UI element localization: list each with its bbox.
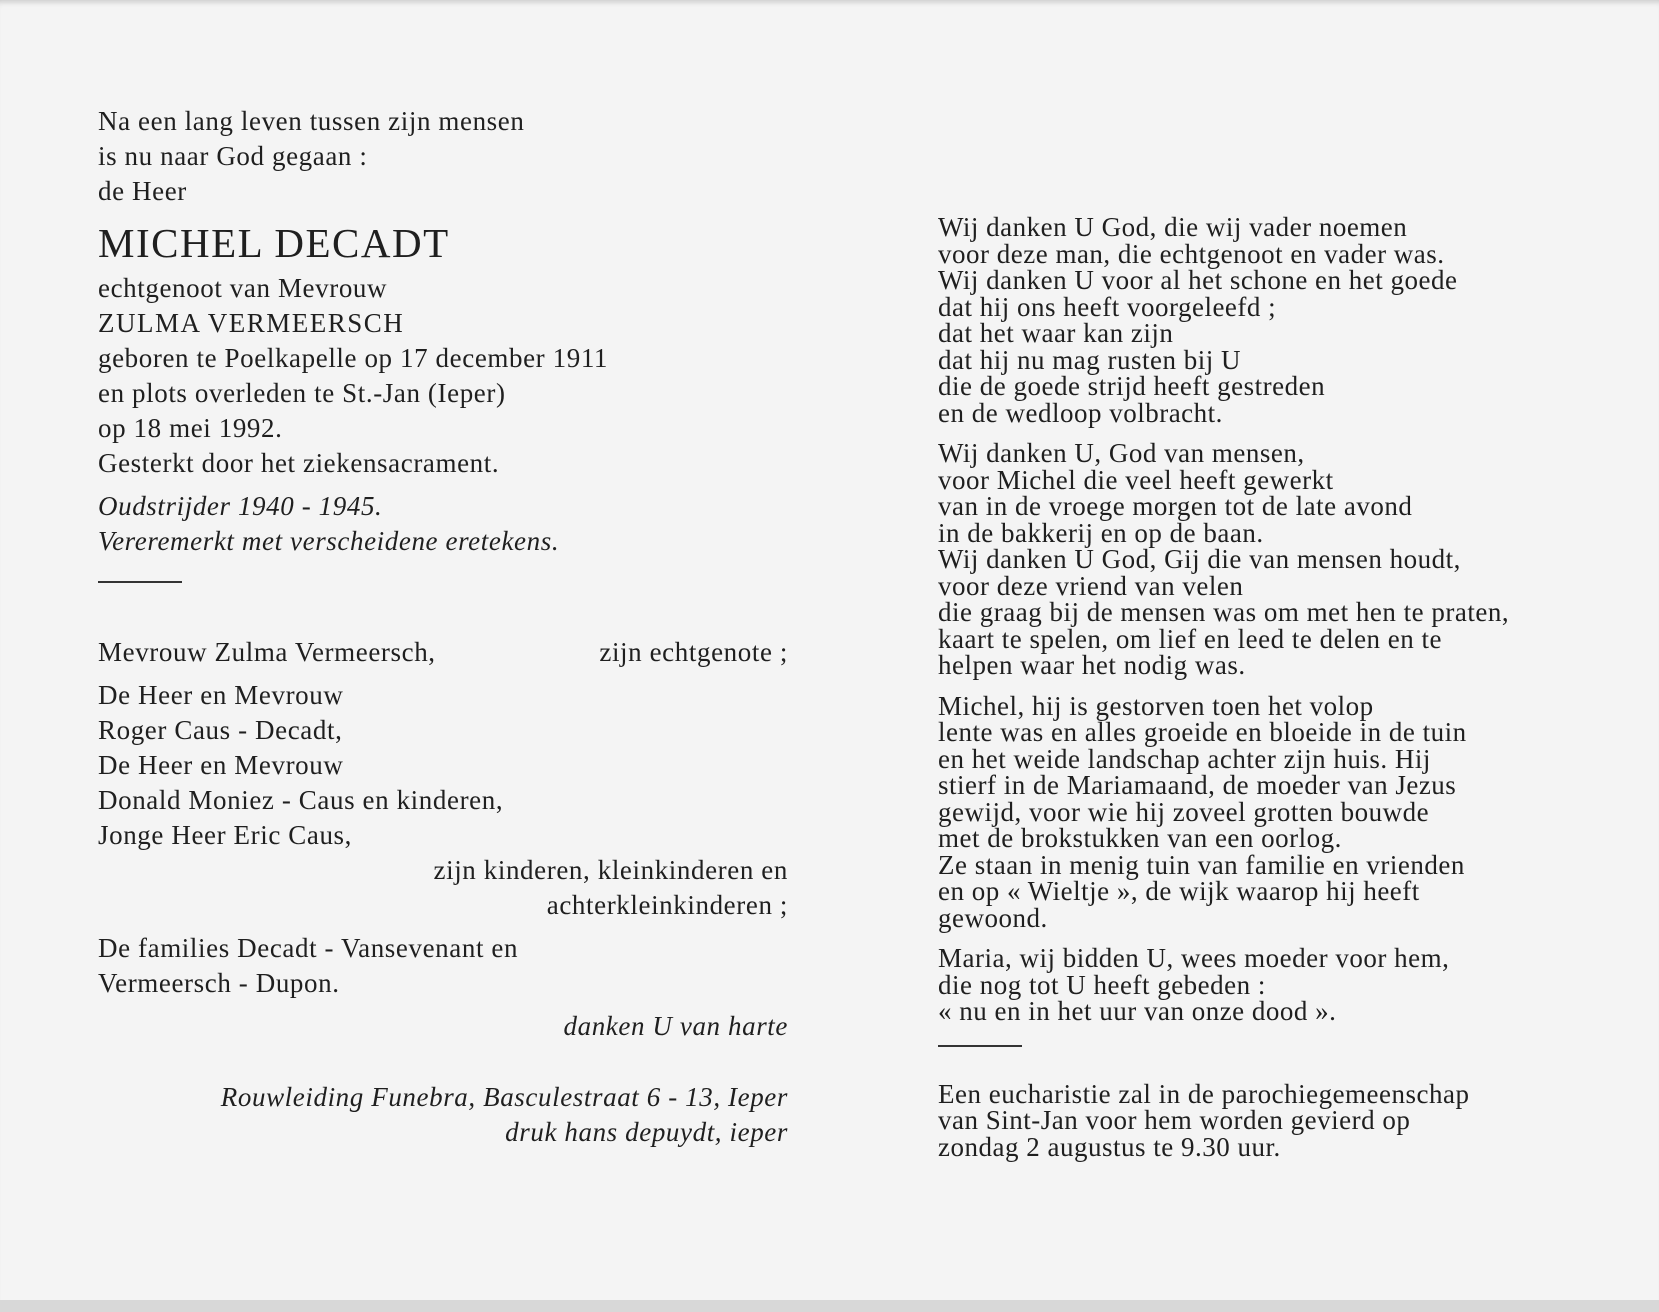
prayer-line: die nog tot U heeft gebeden : bbox=[938, 969, 1266, 1000]
deceased-name: MICHEL DECADT bbox=[98, 220, 450, 266]
poem-line: en op « Wieltje », de wijk waarop hij heeft bbox=[938, 876, 1420, 906]
spouse-intro: echtgenoot van Mevrouw bbox=[98, 273, 388, 303]
poem-line: voor Michel die veel heeft gewerkt bbox=[938, 464, 1334, 495]
children-role: achterkleinkinderen ; bbox=[546, 890, 788, 920]
poem-line: van in de vroege morgen tot de late avond bbox=[938, 491, 1413, 521]
poem-line: Wij danken U God, die wij vader noemen bbox=[938, 212, 1408, 242]
poem-line: kaart te spelen, om lief en leed te delen en te bbox=[938, 623, 1443, 654]
poem-line: Wij danken U, God van mensen, bbox=[938, 438, 1305, 468]
poem-line: en de wedloop volbracht. bbox=[938, 397, 1223, 428]
poem-line: helpen waar het nodig was. bbox=[938, 650, 1246, 680]
family-line: Donald Moniez - Caus en kinderen, bbox=[98, 785, 504, 815]
families-line: Vermeersch - Dupon. bbox=[98, 968, 340, 998]
intro-line: de Heer bbox=[98, 176, 187, 206]
thanks-line: danken U van harte bbox=[563, 1011, 788, 1041]
poem-line: gewoond. bbox=[938, 902, 1048, 933]
birth-line: geboren te Poelkapelle op 17 december 1911 bbox=[98, 343, 609, 373]
families-line: De families Decadt - Vansevenant en bbox=[98, 933, 519, 963]
family-line: Roger Caus - Decadt, bbox=[98, 715, 343, 745]
sacrament-line: Gesterkt door het ziekensacrament. bbox=[98, 448, 500, 478]
poem-line: dat het waar kan zijn bbox=[938, 318, 1174, 348]
prayer-line: « nu en in het uur van onze dood ». bbox=[938, 996, 1337, 1026]
poem-line: Wij danken U voor al het schone en het goede bbox=[938, 265, 1458, 295]
poem-line: Wij danken U God, Gij die van mensen houdt, bbox=[938, 544, 1461, 574]
family-line: De Heer en Mevrouw bbox=[98, 680, 344, 710]
right-column bbox=[938, 214, 1638, 1160]
poem-line: gewijd, voor wie hij zoveel grotten bouwde bbox=[938, 796, 1430, 827]
poem-line: voor deze man, die echtgenoot en vader was. bbox=[938, 238, 1445, 269]
left-column bbox=[98, 104, 798, 1150]
poem-line: Ze staan in menig tuin van familie en vrienden bbox=[938, 849, 1465, 880]
spouse-row-name: Mevrouw Zulma Vermeersch, bbox=[98, 637, 436, 667]
spouse-name: ZULMA VERMEERSCH bbox=[98, 308, 405, 338]
family-line: Jonge Heer Eric Caus, bbox=[98, 820, 353, 850]
mass-line: van Sint-Jan voor hem worden gevierd op bbox=[938, 1105, 1411, 1135]
mass-line: zondag 2 augustus te 9.30 uur. bbox=[938, 1131, 1281, 1162]
poem-line: en het weide landschap achter zijn huis. Hij bbox=[938, 743, 1431, 774]
poem-line: Michel, hij is gestorven toen het volop bbox=[938, 690, 1374, 721]
intro-line: Na een lang leven tussen zijn mensen bbox=[98, 106, 525, 136]
poem-line: stierf in de Mariamaand, de moeder van Jezus bbox=[938, 770, 1457, 800]
honors-line: Vereremerkt met verscheidene eretekens. bbox=[98, 526, 560, 556]
poem-line: in de bakkerij en op de baan. bbox=[938, 517, 1264, 548]
veteran-line: Oudstrijder 1940 - 1945. bbox=[98, 491, 383, 521]
poem-line: dat hij nu mag rusten bij U bbox=[938, 344, 1241, 375]
children-role: zijn kinderen, kleinkinderen en bbox=[433, 855, 788, 885]
spouse-row-role: zijn echtgenote ; bbox=[599, 637, 788, 667]
prayer-line: Maria, wij bidden U, wees moeder voor hem, bbox=[938, 943, 1450, 973]
death-place-line: en plots overleden te St.-Jan (Ieper) bbox=[98, 378, 506, 408]
poem-line: die graag bij de mensen was om met hen te praten, bbox=[938, 597, 1510, 627]
poem-line: met de brokstukken van een oorlog. bbox=[938, 823, 1342, 853]
spouse-row bbox=[98, 635, 788, 670]
poem-line: die de goede strijd heeft gestreden bbox=[938, 371, 1326, 401]
printer-line: druk hans depuydt, ieper bbox=[505, 1117, 788, 1147]
poem-line: dat hij ons heeft voorgeleefd ; bbox=[938, 291, 1277, 322]
intro-line: is nu naar God gegaan : bbox=[98, 141, 368, 171]
mass-line: Een eucharistie zal in de parochiegemeenschap bbox=[938, 1078, 1470, 1109]
undertaker-line: Rouwleiding Funebra, Basculestraat 6 - 13, Ieper bbox=[220, 1082, 788, 1112]
poem-line: voor deze vriend van velen bbox=[938, 570, 1244, 601]
poem-line: lente was en alles groeide en bloeide in de tuin bbox=[938, 717, 1467, 747]
family-line: De Heer en Mevrouw bbox=[98, 750, 344, 780]
death-date-line: op 18 mei 1992. bbox=[98, 413, 283, 443]
